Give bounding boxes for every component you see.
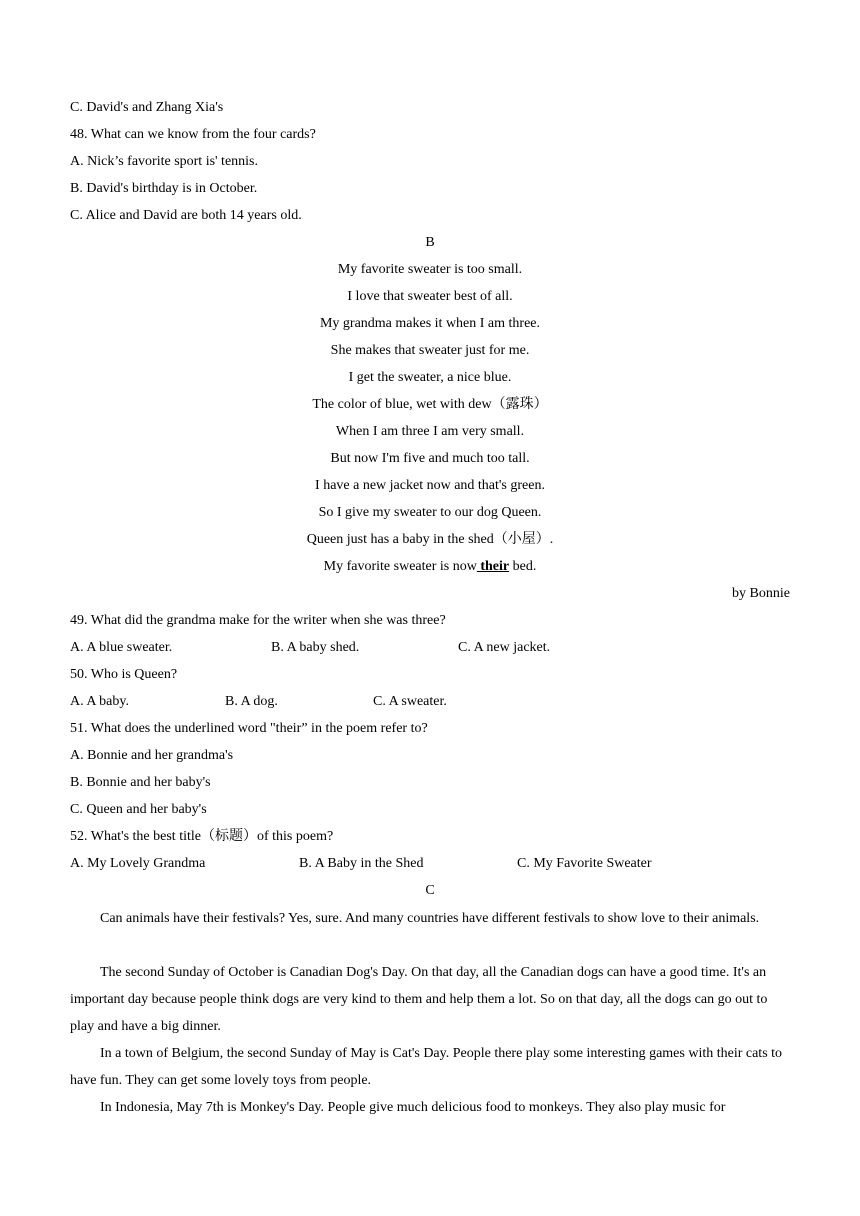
q50-option-c: C. A sweater. (373, 694, 447, 709)
section-b-heading: B (425, 235, 435, 250)
q50-option-a: A. A baby. (70, 694, 129, 709)
q49-option-b: B. A baby shed. (271, 640, 360, 655)
poem-last-line (0, 558, 860, 576)
section-c-paragraph: In a town of Belgium, the second Sunday of May is Cat's Day. People there play some interesting games with their cats to have fun. They can get some lovely toys from people. (70, 1046, 783, 1088)
poem-last-line-end: bed. (509, 559, 537, 574)
q51-option-c: C. Queen and her baby's (70, 802, 207, 817)
poem-line: When I am three I am very small. (335, 424, 525, 439)
poem-line: My favorite sweater is too small. (337, 262, 523, 277)
q49-option-a: A. A blue sweater. (70, 640, 173, 655)
q52-option-a: A. My Lovely Grandma (70, 856, 206, 871)
section-c-paragraph: Can animals have their festivals? Yes, sure. And many countries have different festivals to show love to their animals. (100, 911, 760, 926)
poem-line: So I give my sweater to our dog Queen. (318, 505, 542, 520)
poem-last-line-start: My favorite sweater is now (323, 559, 477, 574)
section-c-paragraph: In Indonesia, May 7th is Monkey's Day. People give much delicious food to monkeys. They also play music for (100, 1100, 726, 1115)
q52-question: 52. What's the best title（标题）of this poem? (70, 829, 334, 844)
q50-question: 50. Who is Queen? (70, 667, 178, 682)
poem-line: She makes that sweater just for me. (330, 343, 530, 358)
q49-option-c: C. A new jacket. (458, 640, 551, 655)
poem-line: Queen just has a baby in the shed（小屋）. (306, 532, 554, 547)
poem-line: I get the sweater, a nice blue. (348, 370, 512, 385)
section-c-paragraph: The second Sunday of October is Canadian Dog's Day. On that day, all the Canadian dogs can have a good time. It's an important day because people think dogs are very kind to them and help them a lot. So on that day, all the dogs can go out to play and have a big dinner. (70, 965, 768, 1034)
q49-question: 49. What did the grandma make for the writer when she was three? (70, 613, 446, 628)
poem-line: The color of blue, wet with dew（露珠） (312, 397, 548, 412)
q51-option-a: A. Bonnie and her grandma's (70, 748, 234, 763)
poem-line: I have a new jacket now and that's green. (315, 478, 545, 493)
q48-question: 48. What can we know from the four cards? (70, 127, 316, 142)
poem-line: I love that sweater best of all. (347, 289, 513, 304)
underlined-word-their: their (476, 559, 510, 574)
q47-option-c: C. David's and Zhang Xia's (70, 100, 224, 115)
q52-option-b: B. A Baby in the Shed (299, 856, 424, 871)
q48-option-a: A. Nick’s favorite sport is' tennis. (70, 154, 258, 169)
q48-option-c: C. Alice and David are both 14 years old. (70, 208, 302, 223)
q51-question: 51. What does the underlined word "their” in the poem refer to? (70, 721, 428, 736)
q51-option-b: B. Bonnie and her baby's (70, 775, 211, 790)
poem-author: by Bonnie (732, 586, 790, 601)
q48-option-b: B. David's birthday is in October. (70, 181, 258, 196)
q52-option-c: C. My Favorite Sweater (517, 856, 652, 871)
poem-line: My grandma makes it when I am three. (319, 316, 541, 331)
poem-line: But now I'm five and much too tall. (330, 451, 530, 466)
section-c-heading: C (425, 883, 435, 898)
q50-option-b: B. A dog. (225, 694, 278, 709)
